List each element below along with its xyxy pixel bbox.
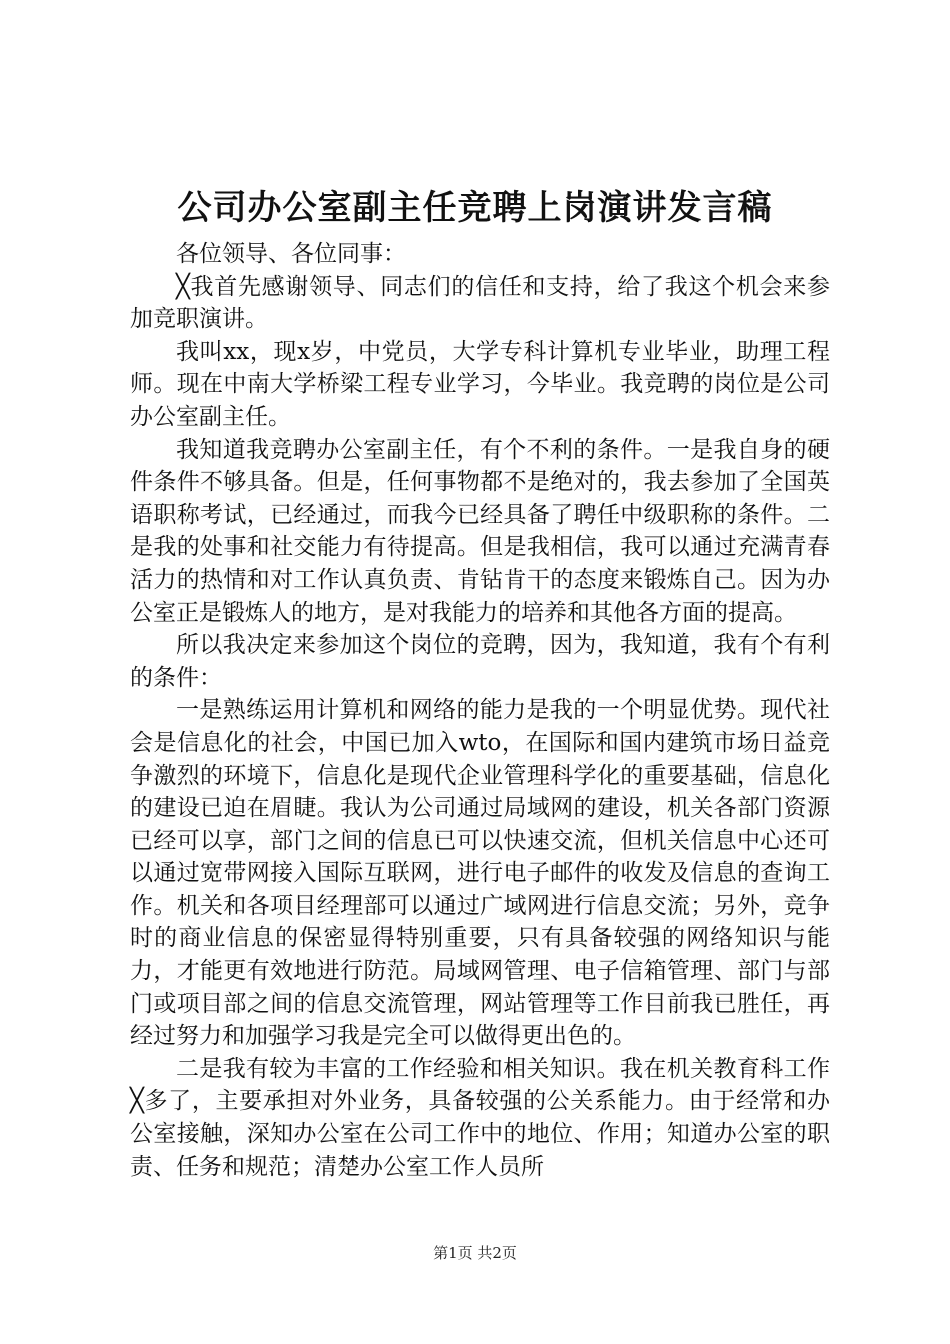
paragraph-decision: 所以我决定来参加这个岗位的竞聘，因为，我知道，我有个有利的条件：: [130, 632, 830, 691]
paragraph-advantage-one: 一是熟练运用计算机和网络的能力是我的一个明显优势。现代社会是信息化的社会，中国已加入wto，在国际和国内建筑市场日益竞争激烈的环境下，信息化是现代企业管理科学化的重要基础，信息化的建设已迫在眉睫。我认为公司通过局域网的建设，机关各部门资源已经可以享，部门之间的信息已可以快速交流，但机关信息中心还可以通过宽带网接入国际互联网，进行电子邮件的收发及信息的查询工作。机关和各项目经理部可以通过广域网进行信息交流；另外，竞争时的商业信息的保密显得特别重要，只有具备较强的网络知识与能力，才能更有效地进行防范。局域网管理、电子信箱管理、部门与部门或项目部之间的信息交流管理，网站管理等工作目前我已胜任，再经过努力和加强学习我是完全可以做得更出色的。: [130, 697, 830, 1050]
page-footer: 第1页 共2页: [433, 1244, 517, 1262]
paragraph-salutation: 各位领导、各位同事：: [176, 241, 406, 267]
paragraph-disadvantages: 我知道我竞聘办公室副主任，有个不利的条件。一是我自身的硬件条件不够具备。但是，任何事物都不是绝对的，我去参加了全国英语职称考试，已经通过，而我今已经具备了聘任中级职称的条件。二是我的处事和社交能力有待提高。但是我相信，我可以通过充满青春活力的热情和对工作认真负责、肯钻肯干的态度来锻炼自己。因为办公室正是锻炼人的地方，是对我能力的培养和其他各方面的提高。: [130, 436, 830, 626]
paragraph-thanks: ╳我首先感谢领导、同志们的信任和支持，给了我这个机会来参加竞职演讲。: [130, 273, 830, 333]
paragraph-introduction: 我叫xx，现x岁，中党员，大学专科计算机专业毕业，助理工程师。现在中南大学桥梁工程专业学习，今毕业。我竞聘的岗位是公司办公室副主任。: [130, 338, 830, 430]
document-title: 公司办公室副主任竞聘上岗演讲发言稿: [177, 188, 773, 228]
paragraph-advantage-two: 二是我有较为丰富的工作经验和相关知识。我在机关教育科工作╳多了，主要承担对外业务，具备较强的公关系能力。由于经常和办公室接触，深知办公室在公司工作中的地位、作用；知道办公室的职责、任务和规范；清楚办公室工作人员所: [130, 1055, 830, 1180]
document-body: [130, 238, 830, 1183]
